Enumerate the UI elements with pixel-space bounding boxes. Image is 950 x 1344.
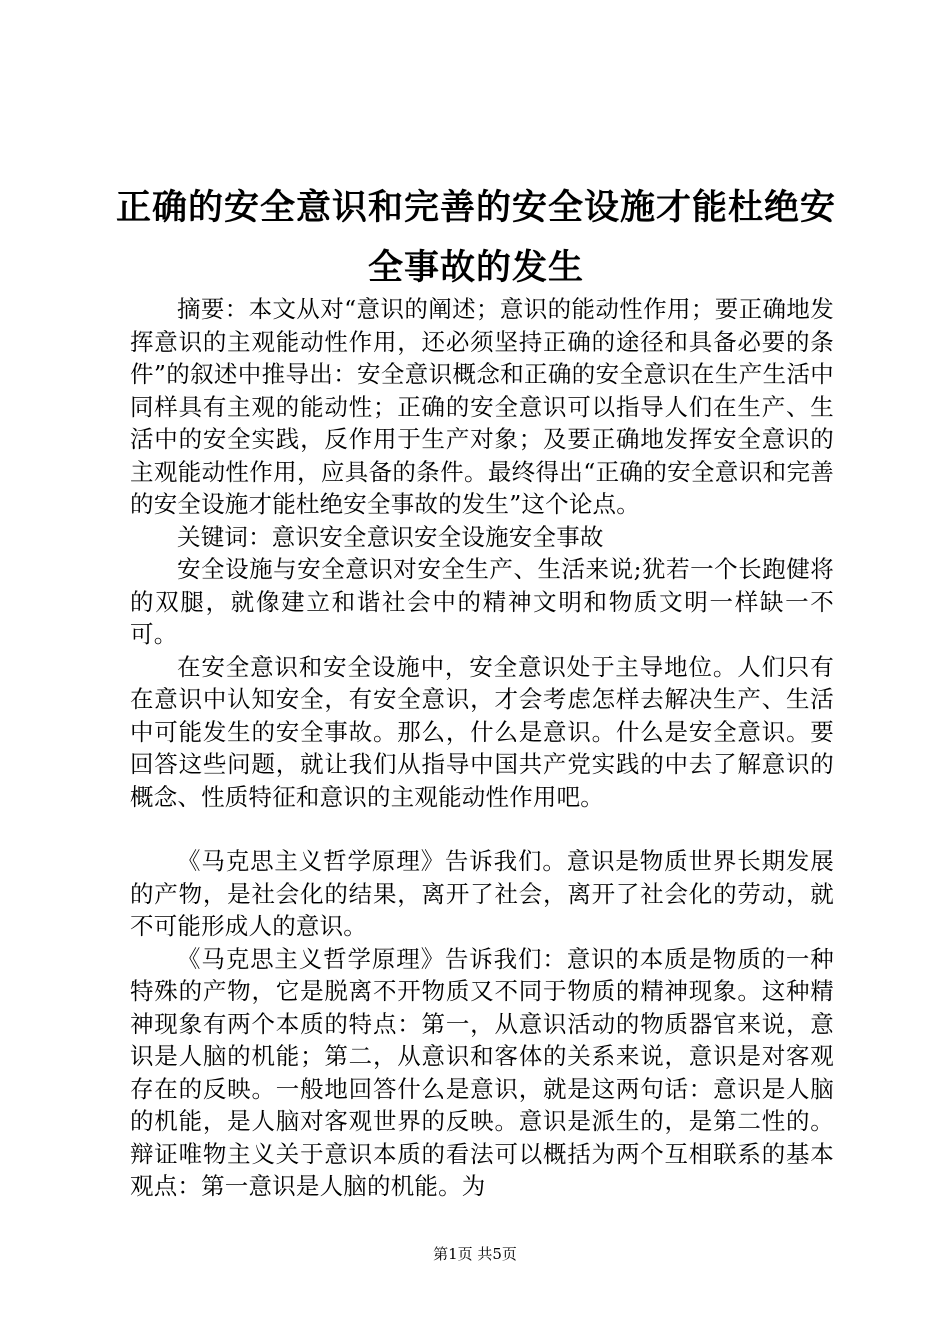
abstract-paragraph: 摘要：本文从对“意识的阐述；意识的能动性作用；要正确地发挥意识的主观能动性作用，还必须坚持正确的途径和具备必要的条件”的叙述中推导出：安全意识概念和正确的安全意识在生产生活中同样具有主观的能动性；正确的安全意识可以指导人们在生产、生活中的安全实践，反作用于生产对象；及要正确地发挥安全意识的主观能动性作用，应具备的条件。最终得出“正确的安全意识和完善的安全设施才能杜绝安全事故的发生”这个论点。 xyxy=(130,295,834,518)
page-footer: 第1页 共5页 xyxy=(433,1245,517,1263)
body-paragraph: 安全设施与安全意识对安全生产、生活来说;犹若一个长跑健将的双腿，就像建立和谐社会中的精神文明和物质文明一样缺一不可。 xyxy=(130,555,834,648)
document-body xyxy=(130,293,834,1203)
body-paragraph: 《马克思主义哲学原理》告诉我们：意识的本质是物质的一种特殊的产物，它是脱离不开物质又不同于物质的精神现象。这种精神现象有两个本质的特点：第一，从意识活动的物质器官来说，意识是人脑的机能；第二，从意识和客体的关系来说，意识是对客观存在的反映。一般地回答什么是意识，就是这两句话：意识是人脑的机能，是人脑对客观世界的反映。意识是派生的，是第二性的。辩证唯物主义关于意识本质的看法可以概括为两个互相联系的基本观点：第一意识是人脑的机能。为 xyxy=(130,944,834,1200)
keywords-paragraph: 关键词：意识安全意识安全设施安全事故 xyxy=(177,522,604,551)
paragraph-spacer xyxy=(130,813,834,845)
document-title: 正确的安全意识和完善的安全设施才能杜绝安全事故的发生 xyxy=(115,187,836,288)
body-paragraph: 《马克思主义哲学原理》告诉我们。意识是物质世界长期发展的产物，是社会化的结果，离开了社会，离开了社会化的劳动，就不可能形成人的意识。 xyxy=(130,847,834,940)
body-paragraph: 在安全意识和安全设施中，安全意识处于主导地位。人们只有在意识中认知安全，有安全意识，才会考虑怎样去解决生产、生活中可能发生的安全事故。那么，什么是意识。什么是安全意识。要回答这些问题，就让我们从指导中国共产党实践的中去了解意识的概念、性质特征和意识的主观能动性作用吧。 xyxy=(130,652,834,811)
